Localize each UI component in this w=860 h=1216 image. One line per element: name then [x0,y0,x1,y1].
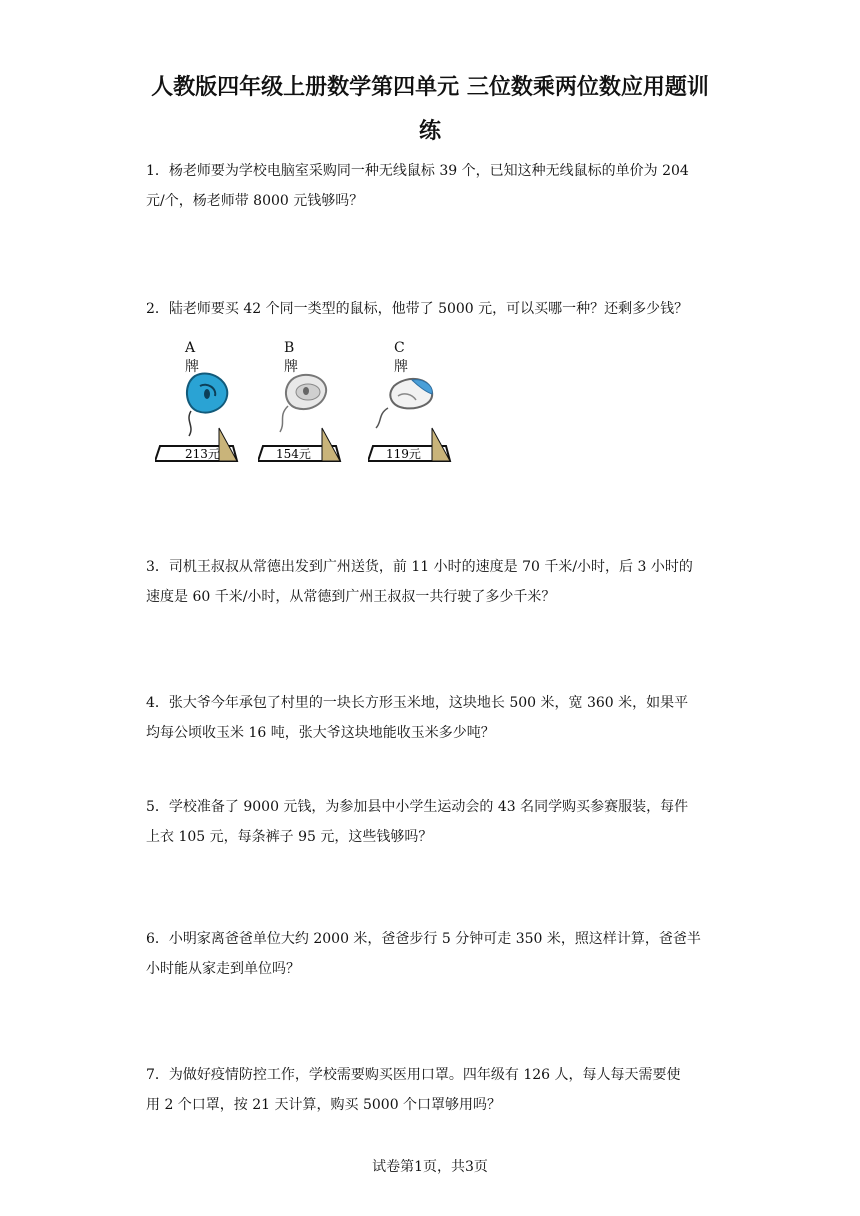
question-6-line2: 小时能从家走到单位吗？ [146,961,300,977]
page-footer: 试卷第1页，共3页 [372,1159,488,1175]
question-3-line1: 3．司机王叔叔从常德出发到广州送货，前 11 小时的速度是 70 千米/小时，后 3 小时的 [146,559,693,575]
page-title-line1: 人教版四年级上册数学第四单元 三位数乘两位数应用题训 [151,75,709,100]
question-4-line1: 4．张大爷今年承包了村里的一块长方形玉米地，这块地长 500 米，宽 360 米，如果平 [146,695,689,711]
question-6 [146,924,718,984]
question-5-line2: 上衣 105 元，每条裤子 95 元，这些钱够吗？ [146,829,433,845]
question-2 [146,294,718,324]
mouse-c-price: 119元 [386,447,421,461]
question-1 [146,156,718,216]
mouse-c-brand: C牌 [394,340,408,375]
question-3-line2: 速度是 60 千米/小时，从常德到广州王叔叔一共行驶了多少千米？ [146,589,556,605]
mouse-a-brand: A牌 [185,340,199,375]
page-title-line2: 练 [418,119,441,144]
mouse-a-icon [155,356,245,481]
question-3 [146,552,718,612]
question-2-line1: 2．陆老师要买 42 个同一类型的鼠标，他带了 5000 元，可以买哪一种？还剩多少钱？ [146,301,689,317]
question-1-line2: 元/个，杨老师带 8000 元钱够吗？ [146,193,364,209]
question-7-line1: 7．为做好疫情防控工作，学校需要购买医用口罩。四年级有 126 人，每人每天需要使 [146,1067,681,1083]
mouse-a-price: 213元 [185,447,220,461]
question-6-line1: 6．小明家离爸爸单位大约 2000 米，爸爸步行 5 分钟可走 350 米，照这样计算，爸爸半 [146,931,701,947]
question-7-line2: 用 2 个口罩，按 21 天计算，购买 5000 个口罩够用吗？ [146,1097,502,1113]
question-1-line1: 1．杨老师要为学校电脑室采购同一种无线鼠标 39 个，已知这种无线鼠标的单价为 204 [146,163,689,179]
question-7 [146,1060,718,1120]
mouse-b-price: 154元 [276,447,311,461]
question-5 [146,792,718,852]
question-4-line2: 均每公顷收玉米 16 吨，张大爷这块地能收玉米多少吨？ [146,725,495,741]
mouse-b-brand: B牌 [284,340,298,375]
question-5-line1: 5．学校准备了 9000 元钱，为参加县中小学生运动会的 43 名同学购买参赛服装，每件 [146,799,689,815]
mouse-c-icon [368,356,458,481]
question-4 [146,688,718,748]
mouse-b-icon [258,356,348,481]
